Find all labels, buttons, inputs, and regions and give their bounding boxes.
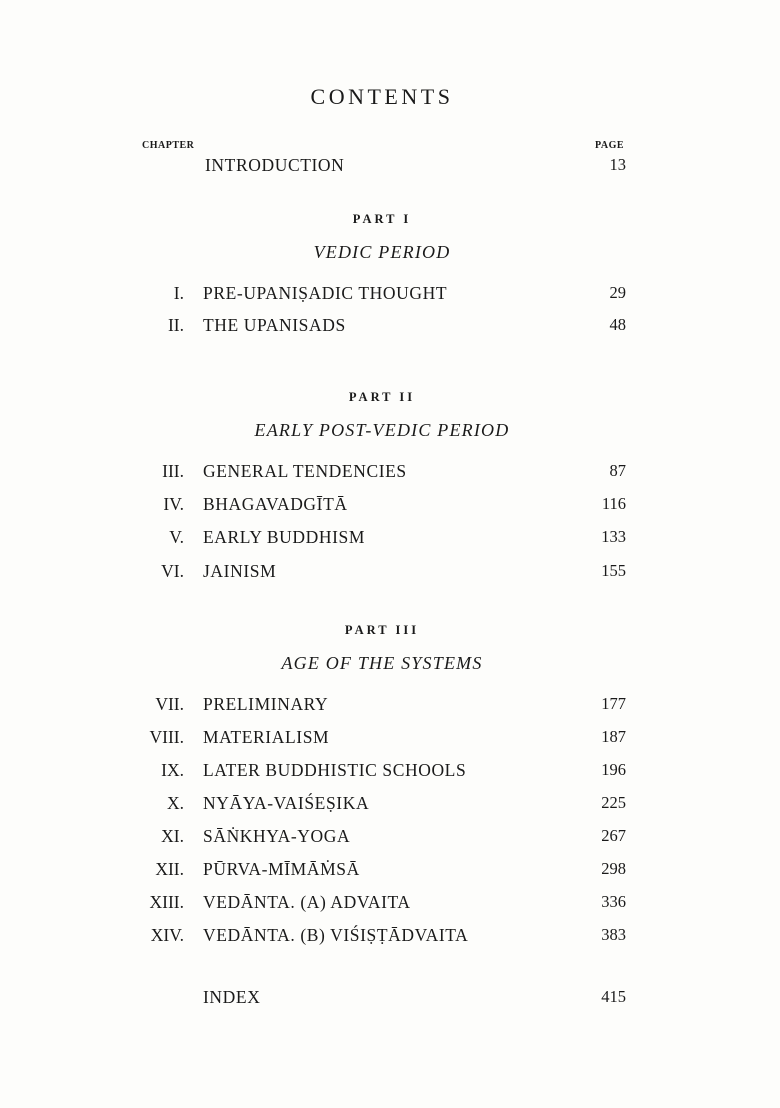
page-column-label: PAGE bbox=[595, 140, 625, 151]
toc-entry-title: INDEX bbox=[203, 987, 261, 1007]
toc-entry[interactable] bbox=[0, 856, 780, 882]
toc-entry-introduction[interactable] bbox=[0, 152, 780, 178]
toc-entry-page: 155 bbox=[601, 561, 626, 580]
chapter-number: XIV. bbox=[150, 925, 184, 945]
toc-entry[interactable] bbox=[0, 524, 780, 550]
toc-entry[interactable] bbox=[0, 757, 780, 783]
part-name: EARLY POST-VEDIC PERIOD bbox=[254, 420, 510, 440]
toc-entry-page: 29 bbox=[609, 283, 626, 302]
toc-entry-page: 298 bbox=[601, 859, 626, 878]
part-name: AGE OF THE SYSTEMS bbox=[281, 653, 483, 673]
toc-entry-title: PŪRVA-MĪMĀṀSĀ bbox=[203, 859, 360, 879]
toc-entry-page: 133 bbox=[601, 527, 626, 546]
part-label: PART II bbox=[348, 390, 416, 404]
toc-entry-page: 177 bbox=[601, 694, 626, 713]
chapter-number: X. bbox=[166, 793, 184, 813]
toc-entry-page: 187 bbox=[601, 727, 626, 746]
chapter-number: V. bbox=[169, 527, 184, 547]
chapter-number: IV. bbox=[163, 494, 184, 514]
toc-entry[interactable] bbox=[0, 312, 780, 338]
toc-entry-page: 415 bbox=[601, 987, 626, 1006]
toc-entry[interactable] bbox=[0, 491, 780, 517]
chapter-column-label: CHAPTER bbox=[142, 140, 195, 151]
toc-entry-title: PRE-UPANIṢADIC THOUGHT bbox=[203, 283, 448, 303]
toc-entry[interactable] bbox=[0, 558, 780, 584]
toc-entry[interactable] bbox=[0, 790, 780, 816]
toc-entry[interactable] bbox=[0, 458, 780, 484]
toc-entry-title: LATER BUDDHISTIC SCHOOLS bbox=[203, 760, 467, 780]
toc-entry[interactable] bbox=[0, 724, 780, 750]
toc-entry-title: JAINISM bbox=[203, 561, 277, 581]
chapter-number: VIII. bbox=[149, 727, 184, 747]
part-name: VEDIC PERIOD bbox=[313, 242, 451, 262]
toc-entry-page: 116 bbox=[601, 494, 626, 513]
toc-entry-index[interactable] bbox=[0, 984, 780, 1010]
chapter-number: XII. bbox=[155, 859, 184, 879]
toc-entry-title: EARLY BUDDHISM bbox=[203, 527, 366, 547]
toc-entry-page: 87 bbox=[609, 461, 626, 480]
toc-entry-page: 225 bbox=[601, 793, 626, 812]
toc-entry-page: 267 bbox=[601, 826, 626, 845]
chapter-number: IX. bbox=[161, 760, 184, 780]
toc-entry-title: VEDĀNTA. (A) ADVAITA bbox=[203, 892, 411, 912]
toc-entry[interactable] bbox=[0, 691, 780, 717]
toc-entry-title: VEDĀNTA. (B) VIŚIṢṬĀDVAITA bbox=[203, 925, 469, 945]
toc-entry-title: BHAGAVADGĪTĀ bbox=[203, 494, 348, 514]
chapter-number: III. bbox=[162, 461, 184, 481]
toc-entry[interactable] bbox=[0, 922, 780, 948]
toc-entry-title: PRELIMINARY bbox=[203, 694, 329, 714]
chapter-number: VI. bbox=[161, 561, 184, 581]
chapter-number: XI. bbox=[161, 826, 184, 846]
part-label: PART III bbox=[344, 623, 420, 637]
toc-entry-title: THE UPANISADS bbox=[203, 315, 346, 335]
chapter-number: VII. bbox=[155, 694, 184, 714]
toc-entry[interactable] bbox=[0, 280, 780, 306]
toc-entry-page: 13 bbox=[609, 155, 626, 174]
toc-entry-page: 196 bbox=[601, 760, 626, 779]
toc-entry-title: INTRODUCTION bbox=[205, 155, 345, 175]
toc-entry-title: NYĀYA-VAIŚEṢIKA bbox=[203, 793, 370, 813]
page-title: CONTENTS bbox=[310, 84, 454, 109]
part-label: PART I bbox=[352, 212, 412, 226]
toc-entry-title: MATERIALISM bbox=[203, 727, 330, 747]
toc-entry-page: 383 bbox=[601, 925, 626, 944]
chapter-number: XIII. bbox=[149, 892, 184, 912]
chapter-number: I. bbox=[173, 283, 184, 303]
toc-entry-page: 48 bbox=[609, 315, 626, 334]
toc-entry[interactable] bbox=[0, 889, 780, 915]
toc-entry-title: SĀṄKHYA-YOGA bbox=[203, 826, 351, 846]
toc-entry[interactable] bbox=[0, 823, 780, 849]
chapter-number: II. bbox=[167, 315, 184, 335]
toc-entry-page: 336 bbox=[601, 892, 626, 911]
toc-entry-title: GENERAL TENDENCIES bbox=[203, 461, 407, 481]
